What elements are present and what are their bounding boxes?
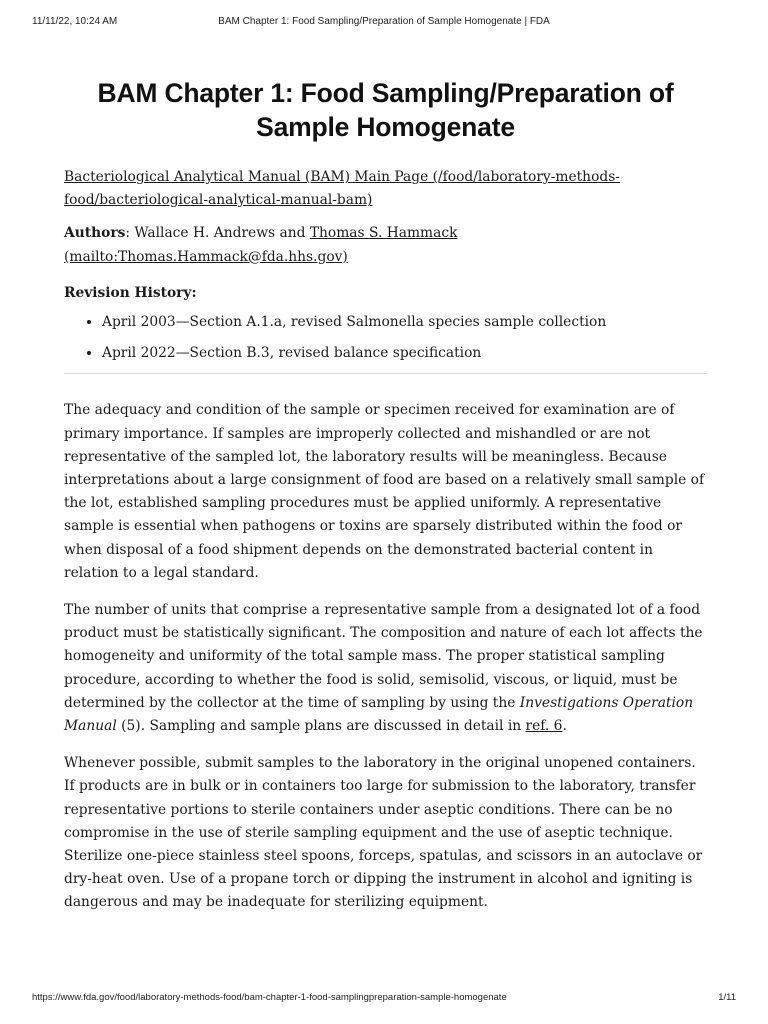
revision-history-heading xyxy=(64,282,707,305)
paragraph-2-text-a: The number of units that comprise a representative sample from a designated lot of a food product must be statistically significant. The composition and nature of each lot affects the homogeneity and uniformity of the total sample mass. The proper statistical sampling procedure, according to whether the food is solid, semisolid, viscous, or liquid, must be determined by the collector at the time of sampling by using the xyxy=(64,602,703,711)
paragraph-3: Whenever possible, submit samples to the laboratory in the original unopened containers. If products are in bulk or in containers too large for submission to the laboratory, transfer representative portions to sterile containers under aseptic conditions. There can be no compromise in the use of sterile sampling equipment and the use of aseptic technique. Sterilize one-piece stainless steel spoons, forceps, spatulas, and scissors in an autoclave or dry-heat oven. Use of a propane torch or dipping the instrument in alcohol and igniting is dangerous and may be inadequate for sterilizing equipment. xyxy=(64,755,703,911)
print-doc-title: BAM Chapter 1: Food Sampling/Preparation of Sample Homogenate | FDA xyxy=(218,16,550,27)
revision-history-label: Revision History xyxy=(64,284,192,301)
print-header xyxy=(32,16,736,27)
main-content xyxy=(64,76,707,929)
main-page-paragraph xyxy=(64,166,707,212)
print-url: https://www.fda.gov/food/laboratory-methods-food/bam-chapter-1-food-samplingpreparation-sample-homogenate xyxy=(32,992,507,1003)
revision-item: • April 2022—Section B.3, revised balance specification xyxy=(102,342,707,365)
page-title: BAM Chapter 1: Food Sampling/Preparation of Sample Homogenate xyxy=(97,78,674,142)
revision-history-list xyxy=(64,311,707,365)
print-footer xyxy=(32,992,736,1003)
paragraph-2-text-b: (5). Sampling and sample plans are discussed in detail in xyxy=(116,718,526,735)
print-datetime: 11/11/22, 10:24 AM xyxy=(32,16,118,27)
authors-line xyxy=(64,222,707,268)
section-divider xyxy=(64,373,707,374)
paragraph-2-end: . xyxy=(562,718,567,735)
paragraph-2 xyxy=(64,599,707,738)
revision-item: • April 2003—Section A.1.a, revised Salmonella species sample collection xyxy=(102,311,707,334)
page-number: 1/11 xyxy=(718,992,736,1003)
authors-text: : Wallace H. Andrews and xyxy=(125,225,310,242)
paragraph-1: The adequacy and condition of the sample or specimen received for examination are of primary importance. If samples are improperly collected and mishandled or are not representative of the sampled lot, the laboratory results will be meaningless. Because interpretations about a large consignment of food are based on a relatively small sample of the lot, established sampling procedures must be applied uniformly. A representative sample is essential when pathogens or toxins are sparsely distributed within the food or when disposal of a food shipment depends on the demonstrated bacterial content in relation to a legal standard. xyxy=(64,402,705,581)
ref-6-link[interactable]: ref. 6 xyxy=(525,718,563,735)
author-hammack-link[interactable]: Thomas S. Hammack xyxy=(309,225,458,242)
author-email-link[interactable]: (mailto:Thomas.Hammack@fda.hhs.gov) xyxy=(64,248,348,265)
authors-label: Authors xyxy=(64,225,126,242)
revision-colon: : xyxy=(191,284,197,301)
iom-title: Investigations Operation Manual xyxy=(64,694,694,735)
bam-main-page-link[interactable]: Bacteriological Analytical Manual (BAM) Main Page (/food/laboratory-methods-food/bacteriological-analytical-manual-bam) xyxy=(64,169,620,209)
